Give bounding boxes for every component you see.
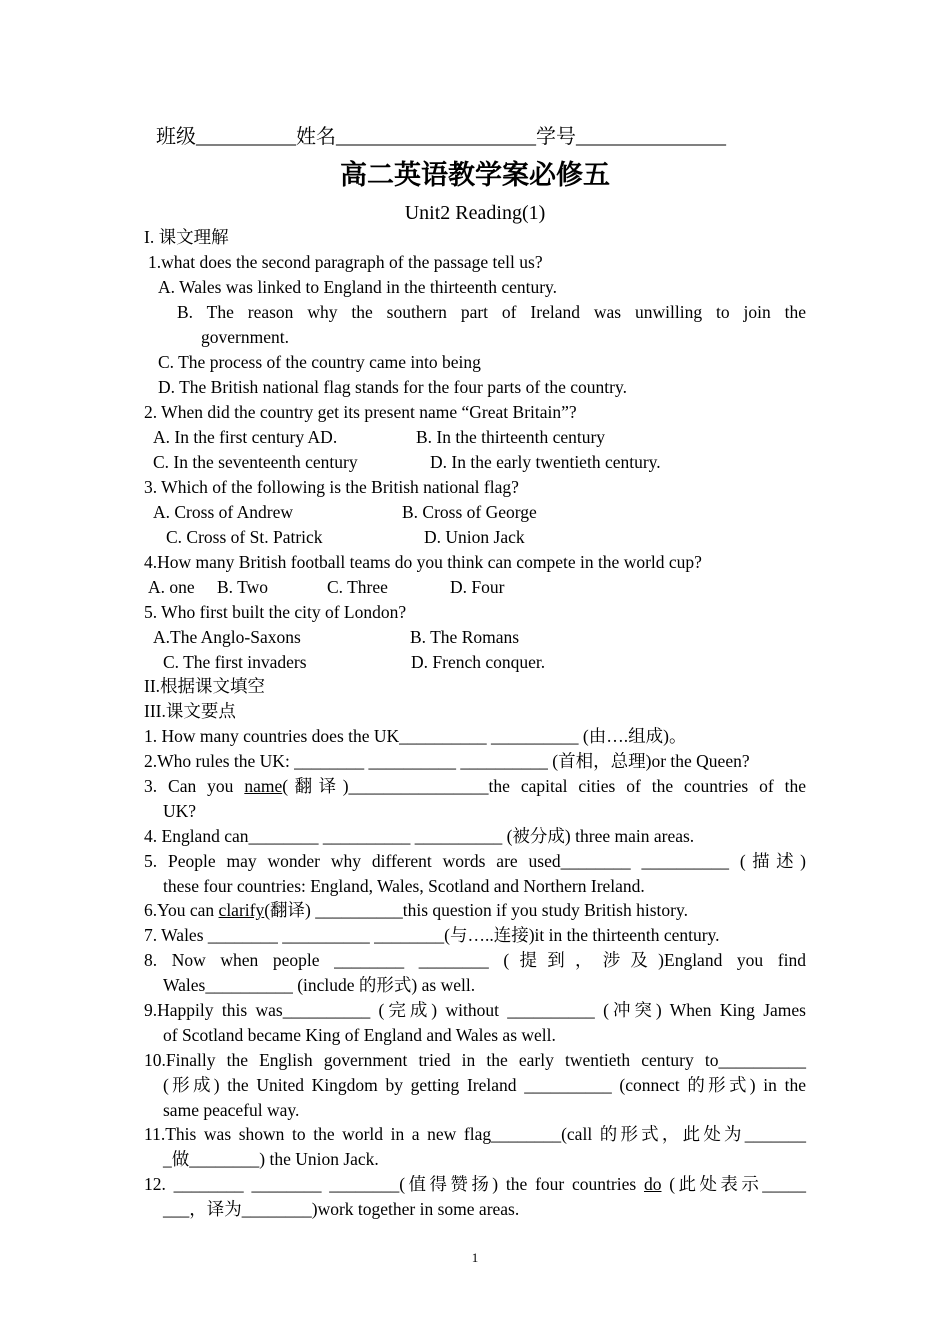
page-subtitle: Unit2 Reading(1) (404, 202, 546, 224)
question-4-option-b: B. Two (217, 577, 268, 597)
question-3-option-a: A. Cross of Andrew (153, 502, 293, 522)
key-point-3-continued: UK? (163, 801, 197, 821)
key-point-12: 12. ________ ________ ________(值得赞扬) the four countries do (此处表示_____ (144, 1174, 807, 1194)
question-2-option-d: D. In the early twentieth century. (430, 452, 661, 472)
section-heading-key-points: III.课文要点 (144, 701, 236, 721)
question-1-option-c: C. The process of the country came into being (158, 352, 481, 372)
key-point-5-continued: these four countries: England, Wales, Scotland and Northern Ireland. (163, 876, 645, 896)
question-2-option-c: C. In the seventeenth century (153, 452, 358, 472)
class-label: 班级 (156, 126, 196, 148)
key-point-10-continued: (形成) the United Kingdom by getting Ireland __________ (connect 的形式) in the (163, 1075, 806, 1095)
key-point-1: 1. How many countries does the UK__________ __________ (由….组成)。 (144, 726, 687, 746)
question-4-option-d: D. Four (450, 577, 505, 597)
key-point-10-continued-2: same peaceful way. (163, 1100, 300, 1120)
student-id-blank: _______________ (576, 126, 726, 148)
key-point-12-continued: ___，译为________)work together in some areas. (163, 1199, 520, 1219)
question-4-option-c: C. Three (327, 577, 388, 597)
question-3-option-d: D. Union Jack (424, 527, 525, 547)
question-3-option-b: B. Cross of George (402, 502, 537, 522)
key-point-6: 6.You can clarify(翻译) __________this question if you study British history. (144, 900, 688, 920)
question-1-option-a: A. Wales was linked to England in the thirteenth century. (158, 277, 558, 297)
underlined-word-do: do (643, 1174, 662, 1194)
question-1-option-b: B. The reason why the southern part of Ireland was unwilling to join the (177, 302, 806, 322)
question-2-option-b: B. In the thirteenth century (416, 427, 606, 447)
key-point-10: 10.Finally the English government tried in the early twentieth century to__________ (144, 1050, 806, 1070)
question-4: 4.How many British football teams do you think can compete in the world cup? (144, 552, 702, 572)
key-point-8-continued: Wales__________ (include 的形式) as well. (163, 975, 476, 995)
page-number: 1 (471, 1250, 479, 1265)
key-point-11-continued: _做________) the Union Jack. (163, 1149, 379, 1169)
key-point-2: 2.Who rules the UK: ________ __________ __________ (首相，总理)or the Queen? (144, 751, 750, 771)
name-blank: ____________________ (336, 126, 536, 148)
question-2-option-a: A. In the first century AD. (153, 427, 338, 447)
question-5-option-d: D. French conquer. (411, 652, 546, 672)
key-point-3: 3. Can you name(翻译)________________the capital cities of the countries of the (144, 776, 806, 796)
key-point-7: 7. Wales ________ __________ ________(与…..连接)it in the thirteenth century. (144, 925, 720, 945)
question-3-option-c: C. Cross of St. Patrick (166, 527, 323, 547)
student-id-label: 学号 (536, 126, 576, 148)
page-title: 高二英语教学案必修五 (340, 160, 610, 190)
section-heading-fill-in: II.根据课文填空 (144, 676, 266, 696)
key-point-9: 9.Happily this was__________ (完成) without __________ (冲突) When King James (144, 1000, 806, 1020)
name-label: 姓名 (296, 126, 336, 148)
section-heading-comprehension: I. 课文理解 (144, 227, 229, 247)
key-point-4: 4. England can________ __________ __________ (被分成) three main areas. (144, 826, 695, 846)
question-5-option-a: A.The Anglo-Saxons (153, 627, 301, 647)
class-blank: __________ (196, 126, 296, 148)
question-5-option-b: B. The Romans (410, 627, 520, 647)
underlined-word-name: name (244, 776, 283, 796)
question-1-option-b-continued: government. (201, 327, 289, 347)
question-3: 3. Which of the following is the British national flag? (144, 477, 519, 497)
question-5: 5. Who first built the city of London? (144, 602, 407, 622)
question-1-option-d: D. The British national flag stands for the four parts of the country. (158, 377, 627, 397)
key-point-11: 11.This was shown to the world in a new flag________(call 的形式，此处为_______ (144, 1124, 806, 1144)
key-point-8: 8. Now when people ________ ________ (提到，涉及)England you find (144, 950, 806, 970)
underlined-word-clarify: clarify (218, 900, 265, 920)
question-1: 1.what does the second paragraph of the passage tell us? (148, 252, 543, 272)
question-4-option-a: A. one (148, 577, 195, 597)
key-point-5: 5. People may wonder why different words are used________ __________ (描述) (144, 851, 806, 871)
key-point-9-continued: of Scotland became King of England and Wales as well. (163, 1025, 556, 1045)
header-info-line (156, 124, 726, 150)
question-2: 2. When did the country get its present name “Great Britain”? (144, 402, 577, 422)
question-5-option-c: C. The first invaders (163, 652, 307, 672)
